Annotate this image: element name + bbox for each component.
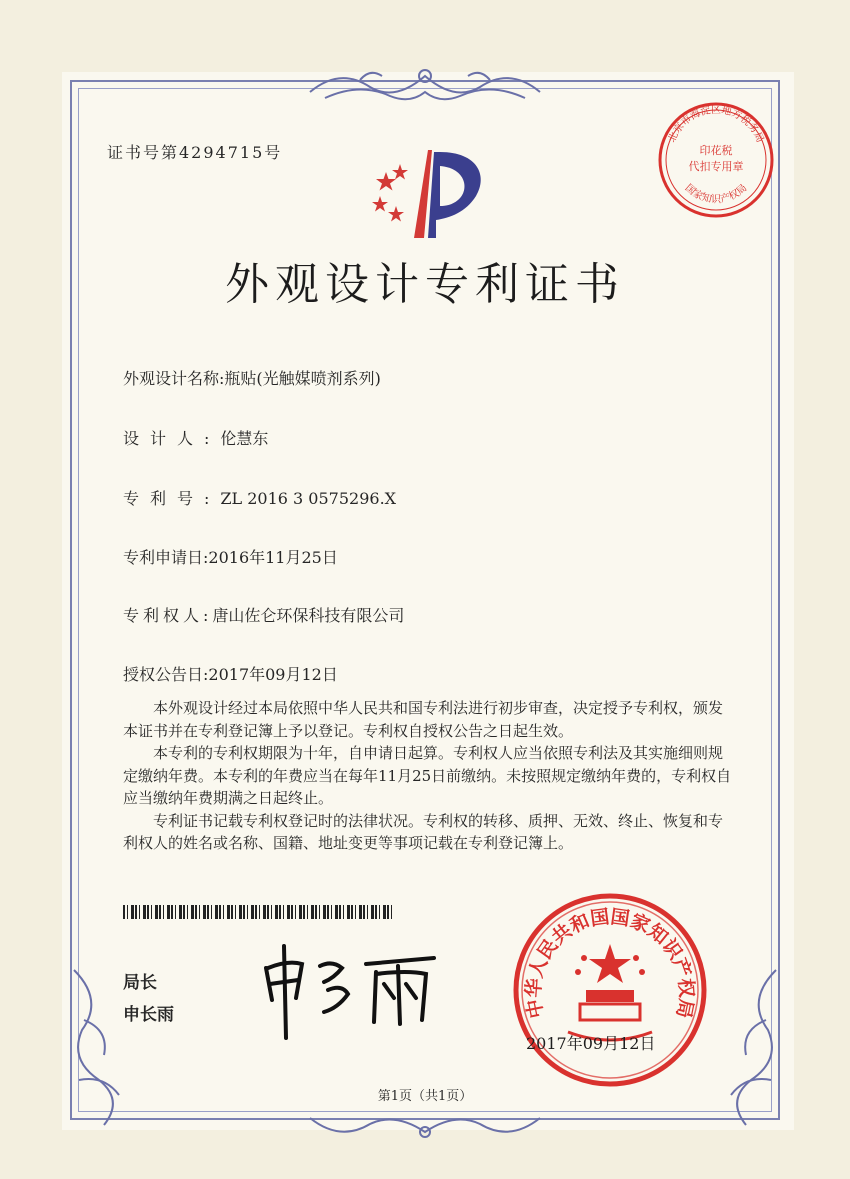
handwritten-signature-icon — [258, 938, 443, 1048]
body-paragraph-3: 专利证书记载专利权登记时的法律状况。专利权的转移、质押、无效、终止、恢复和专利权人的姓名或名称、国籍、地址变更等事项记载在专利登记簿上。 — [123, 811, 724, 852]
filing-date-label: 专利申请日: — [123, 548, 209, 567]
tax-seal-bottom-text: 国家知识产权局 — [682, 182, 750, 206]
issue-date-stamp: 2017年09月12日 — [526, 1034, 656, 1053]
patentee-row — [123, 603, 404, 626]
top-ornament-icon — [300, 62, 550, 110]
filing-date-row — [123, 545, 338, 568]
barcode — [123, 905, 395, 919]
corner-ornament-br-icon — [716, 960, 786, 1130]
patent-number-label: 专利号: — [123, 489, 221, 508]
design-name-value: 瓶贴(光触媒喷剂系列) — [224, 369, 381, 388]
body-paragraph-2: 本专利的专利权期限为十年，自申请日起算。专利权人应当依照专利法及其实施细则规定缴纳年费。本专利的年费应当在每年11月25日前缴纳。未按照规定缴纳年费的，专利权自应当缴纳年费期满之日起终止。 — [123, 744, 732, 807]
patent-number-row — [123, 486, 396, 509]
grant-date-label: 授权公告日: — [123, 665, 209, 684]
tax-seal-line1: 印花税 — [699, 144, 733, 157]
grant-date-row — [123, 662, 338, 685]
tax-seal-line2: 代扣专用章 — [688, 160, 744, 173]
tax-seal-icon — [656, 100, 776, 220]
body-paragraph-1: 本外观设计经过本局依照中华人民共和国专利法进行初步审查，决定授予专利权，颁发本证书并在专利登记簿上予以登记。专利权自授权公告之日起生效。 — [123, 699, 724, 740]
certificate-number: 证书号第4294715号 — [107, 143, 283, 162]
designer-value: 伦慧东 — [220, 429, 269, 448]
official-seal-icon — [512, 892, 708, 1088]
director-name: 申长雨 — [123, 1005, 174, 1025]
patentee-label: 专利权人: — [123, 606, 213, 625]
bottom-ornament-icon — [300, 1108, 550, 1148]
patentee-value: 唐山佐仑环保科技有限公司 — [212, 606, 405, 625]
svg-text:国家知识产权局 — [683, 182, 750, 205]
design-name-row — [123, 366, 381, 389]
patent-number-value: ZL 2016 3 0575296.X — [220, 489, 397, 508]
patent-office-logo-icon — [366, 146, 496, 246]
filing-date-value: 2016年11月25日 — [208, 548, 338, 567]
designer-row — [123, 426, 268, 449]
page-number: 第1页（共1页） — [377, 1089, 473, 1104]
grant-date-value: 2017年09月12日 — [208, 665, 338, 684]
director-title: 局长 — [123, 973, 157, 993]
tax-seal-top-text: 北京市海淀区地方税务局 — [666, 104, 766, 145]
certificate-title: 外观设计专利证书 — [225, 259, 625, 310]
official-seal-text: 中华人民共和国国家知识产权局 — [522, 905, 698, 1021]
designer-label: 设计人: — [123, 429, 221, 448]
design-name-label: 外观设计名称: — [123, 369, 225, 388]
svg-text:北京市海淀区地方税务局 — [666, 103, 766, 144]
certificate-body — [123, 697, 737, 855]
